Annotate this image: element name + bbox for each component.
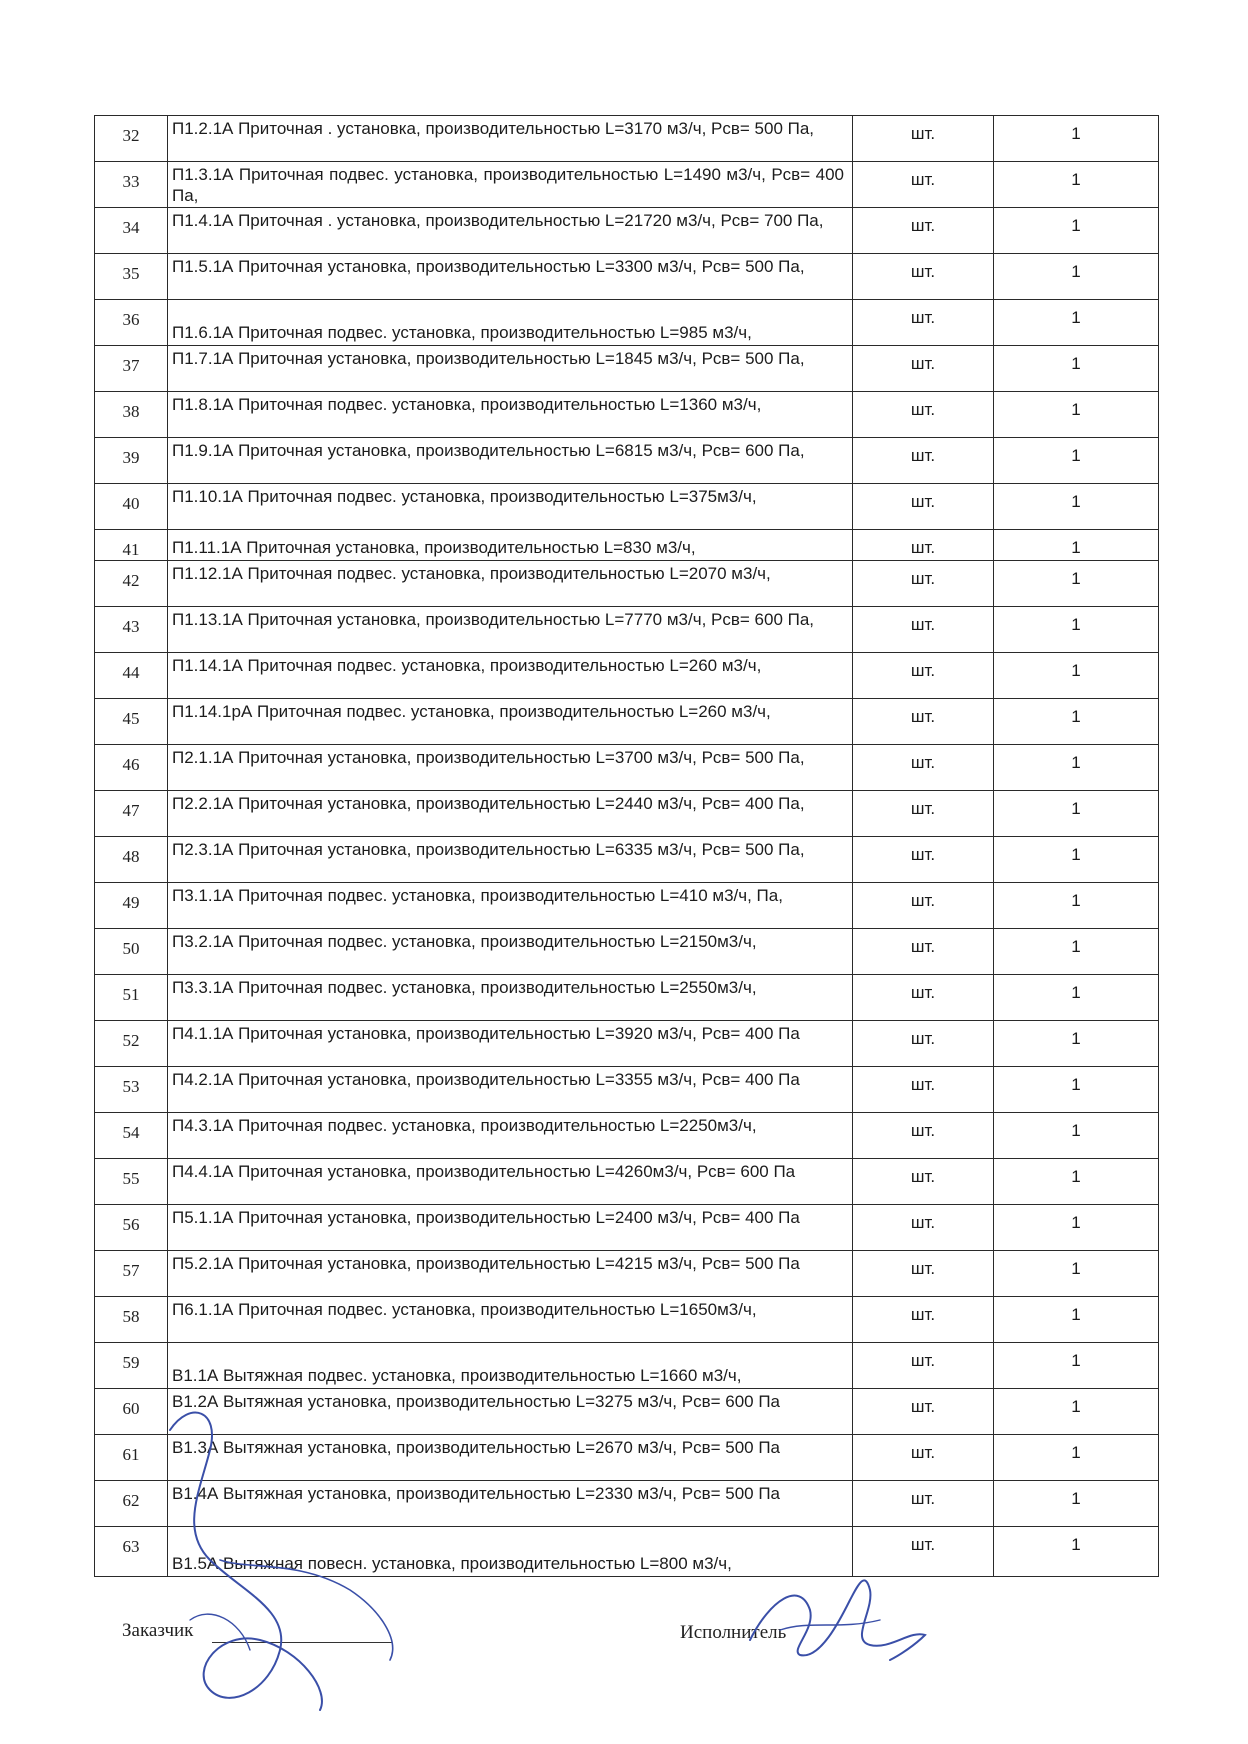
- row-number: 42: [95, 561, 168, 607]
- table-row: [95, 392, 1159, 438]
- row-number: 60: [95, 1389, 168, 1435]
- item-description: П1.6.1А Приточная подвес. установка, производительностью L=985 м3/ч,: [168, 300, 853, 346]
- table-row: [95, 745, 1159, 791]
- table-row: [95, 653, 1159, 699]
- item-unit: шт.: [853, 438, 994, 484]
- item-quantity: 1: [994, 929, 1159, 975]
- row-number: 36: [95, 300, 168, 346]
- table-row: [95, 837, 1159, 883]
- item-description: П1.4.1А Приточная . установка, производительностью L=21720 м3/ч, Рсв= 700 Па,: [168, 208, 853, 254]
- item-description: П3.3.1А Приточная подвес. установка, производительностью L=2550м3/ч,: [168, 975, 853, 1021]
- row-number: 41: [95, 530, 168, 561]
- item-quantity: 1: [994, 653, 1159, 699]
- item-quantity: 1: [994, 1113, 1159, 1159]
- item-quantity: 1: [994, 1527, 1159, 1577]
- table-row: [95, 791, 1159, 837]
- table-row: [95, 929, 1159, 975]
- row-number: 44: [95, 653, 168, 699]
- item-description: П1.14.1рА Приточная подвес. установка, производительностью L=260 м3/ч,: [168, 699, 853, 745]
- row-number: 32: [95, 116, 168, 162]
- table-row: [95, 484, 1159, 530]
- row-number: 53: [95, 1067, 168, 1113]
- item-quantity: 1: [994, 254, 1159, 300]
- row-number: 43: [95, 607, 168, 653]
- row-number: 48: [95, 837, 168, 883]
- item-unit: шт.: [853, 1389, 994, 1435]
- table-row: [95, 254, 1159, 300]
- item-quantity: 1: [994, 607, 1159, 653]
- item-description: П5.2.1А Приточная установка, производительностью L=4215 м3/ч, Рсв= 500 Па: [168, 1251, 853, 1297]
- item-description: П4.2.1А Приточная установка, производительностью L=3355 м3/ч, Рсв= 400 Па: [168, 1067, 853, 1113]
- item-quantity: 1: [994, 561, 1159, 607]
- item-unit: шт.: [853, 1297, 994, 1343]
- table-row: [95, 208, 1159, 254]
- row-number: 63: [95, 1527, 168, 1577]
- table-row: [95, 1021, 1159, 1067]
- row-number: 57: [95, 1251, 168, 1297]
- item-quantity: 1: [994, 1251, 1159, 1297]
- item-unit: шт.: [853, 561, 994, 607]
- item-unit: шт.: [853, 745, 994, 791]
- item-description: В1.1А Вытяжная подвес. установка, производительностью L=1660 м3/ч,: [168, 1343, 853, 1389]
- row-number: 51: [95, 975, 168, 1021]
- table-row: [95, 1067, 1159, 1113]
- specification-table: [94, 115, 1159, 1577]
- item-unit: шт.: [853, 1435, 994, 1481]
- item-description: П4.3.1А Приточная подвес. установка, производительностью L=2250м3/ч,: [168, 1113, 853, 1159]
- row-number: 40: [95, 484, 168, 530]
- table-row: [95, 162, 1159, 208]
- table-row: [95, 1343, 1159, 1389]
- item-description: П1.12.1А Приточная подвес. установка, производительностью L=2070 м3/ч,: [168, 561, 853, 607]
- table-row: [95, 438, 1159, 484]
- row-number: 47: [95, 791, 168, 837]
- item-description: П2.3.1А Приточная установка, производительностью L=6335 м3/ч, Рсв= 500 Па,: [168, 837, 853, 883]
- table-row: [95, 1389, 1159, 1435]
- item-unit: шт.: [853, 346, 994, 392]
- row-number: 62: [95, 1481, 168, 1527]
- item-quantity: 1: [994, 837, 1159, 883]
- item-quantity: 1: [994, 975, 1159, 1021]
- item-description: П1.13.1А Приточная установка, производительностью L=7770 м3/ч, Рсв= 600 Па,: [168, 607, 853, 653]
- item-quantity: 1: [994, 484, 1159, 530]
- specification-table-body: [95, 116, 1159, 1577]
- item-quantity: 1: [994, 791, 1159, 837]
- table-row: [95, 1113, 1159, 1159]
- customer-label: Заказчик: [122, 1620, 194, 1641]
- item-unit: шт.: [853, 653, 994, 699]
- table-row: [95, 300, 1159, 346]
- item-description: В1.3А Вытяжная установка, производительностью L=2670 м3/ч, Рсв= 500 Па: [168, 1435, 853, 1481]
- item-quantity: 1: [994, 530, 1159, 561]
- row-number: 54: [95, 1113, 168, 1159]
- item-quantity: 1: [994, 392, 1159, 438]
- item-unit: шт.: [853, 392, 994, 438]
- item-quantity: 1: [994, 116, 1159, 162]
- row-number: 52: [95, 1021, 168, 1067]
- item-description: П1.8.1А Приточная подвес. установка, производительностью L=1360 м3/ч,: [168, 392, 853, 438]
- item-unit: шт.: [853, 116, 994, 162]
- item-quantity: 1: [994, 162, 1159, 208]
- item-quantity: 1: [994, 1481, 1159, 1527]
- item-unit: шт.: [853, 1067, 994, 1113]
- table-row: [95, 883, 1159, 929]
- item-description: П2.1.1А Приточная установка, производительностью L=3700 м3/ч, Рсв= 500 Па,: [168, 745, 853, 791]
- table-row: [95, 1159, 1159, 1205]
- item-unit: шт.: [853, 1481, 994, 1527]
- table-row: [95, 1205, 1159, 1251]
- item-description: П3.2.1А Приточная подвес. установка, производительностью L=2150м3/ч,: [168, 929, 853, 975]
- item-unit: шт.: [853, 484, 994, 530]
- item-quantity: 1: [994, 438, 1159, 484]
- item-unit: шт.: [853, 300, 994, 346]
- item-description: П1.10.1А Приточная подвес. установка, производительностью L=375м3/ч,: [168, 484, 853, 530]
- item-description: П1.11.1А Приточная установка, производительностью L=830 м3/ч,: [168, 530, 853, 561]
- item-quantity: 1: [994, 1021, 1159, 1067]
- item-quantity: 1: [994, 1389, 1159, 1435]
- item-description: П4.1.1А Приточная установка, производительностью L=3920 м3/ч, Рсв= 400 Па: [168, 1021, 853, 1067]
- row-number: 45: [95, 699, 168, 745]
- row-number: 59: [95, 1343, 168, 1389]
- item-description: П5.1.1А Приточная установка, производительностью L=2400 м3/ч, Рсв= 400 Па: [168, 1205, 853, 1251]
- item-description: П1.9.1А Приточная установка, производительностью L=6815 м3/ч, Рсв= 600 Па,: [168, 438, 853, 484]
- item-description: П1.7.1А Приточная установка, производительностью L=1845 м3/ч, Рсв= 500 Па,: [168, 346, 853, 392]
- item-unit: шт.: [853, 530, 994, 561]
- item-unit: шт.: [853, 1527, 994, 1577]
- contractor-label: Исполнитель: [680, 1622, 787, 1643]
- row-number: 61: [95, 1435, 168, 1481]
- item-unit: шт.: [853, 1343, 994, 1389]
- item-quantity: 1: [994, 1343, 1159, 1389]
- item-quantity: 1: [994, 745, 1159, 791]
- item-quantity: 1: [994, 1067, 1159, 1113]
- item-description: П6.1.1А Приточная подвес. установка, производительностью L=1650м3/ч,: [168, 1297, 853, 1343]
- table-row: [95, 561, 1159, 607]
- row-number: 56: [95, 1205, 168, 1251]
- item-description: П4.4.1А Приточная установка, производительностью L=4260м3/ч, Рсв= 600 Па: [168, 1159, 853, 1205]
- item-description: П1.2.1А Приточная . установка, производительностью L=3170 м3/ч, Рсв= 500 Па,: [168, 116, 853, 162]
- table-row: [95, 1481, 1159, 1527]
- item-unit: шт.: [853, 208, 994, 254]
- row-number: 50: [95, 929, 168, 975]
- table-row: [95, 116, 1159, 162]
- item-quantity: 1: [994, 1205, 1159, 1251]
- table-row: [95, 1527, 1159, 1577]
- item-unit: шт.: [853, 929, 994, 975]
- table-row: [95, 1435, 1159, 1481]
- item-quantity: 1: [994, 208, 1159, 254]
- table-row: [95, 346, 1159, 392]
- table-row: [95, 530, 1159, 561]
- item-description: В1.2А Вытяжная установка, производительностью L=3275 м3/ч, Рсв= 600 Па: [168, 1389, 853, 1435]
- item-unit: шт.: [853, 975, 994, 1021]
- item-unit: шт.: [853, 837, 994, 883]
- item-quantity: 1: [994, 699, 1159, 745]
- table-row: [95, 975, 1159, 1021]
- row-number: 39: [95, 438, 168, 484]
- item-description: В1.5А Вытяжная повесн. установка, производительностью L=800 м3/ч,: [168, 1527, 853, 1577]
- item-description: П1.14.1А Приточная подвес. установка, производительностью L=260 м3/ч,: [168, 653, 853, 699]
- row-number: 49: [95, 883, 168, 929]
- item-description: П1.3.1А Приточная подвес. установка, производительностью L=1490 м3/ч, Рсв= 400 Па,: [168, 162, 853, 208]
- row-number: 46: [95, 745, 168, 791]
- row-number: 34: [95, 208, 168, 254]
- customer-signature-line: [212, 1642, 392, 1643]
- item-quantity: 1: [994, 300, 1159, 346]
- row-number: 37: [95, 346, 168, 392]
- item-unit: шт.: [853, 607, 994, 653]
- item-unit: шт.: [853, 162, 994, 208]
- item-unit: шт.: [853, 1251, 994, 1297]
- table-row: [95, 1251, 1159, 1297]
- table-row: [95, 1297, 1159, 1343]
- row-number: 35: [95, 254, 168, 300]
- item-unit: шт.: [853, 254, 994, 300]
- item-quantity: 1: [994, 883, 1159, 929]
- row-number: 58: [95, 1297, 168, 1343]
- item-description: П1.5.1А Приточная установка, производительностью L=3300 м3/ч, Рсв= 500 Па,: [168, 254, 853, 300]
- item-description: П2.2.1А Приточная установка, производительностью L=2440 м3/ч, Рсв= 400 Па,: [168, 791, 853, 837]
- row-number: 55: [95, 1159, 168, 1205]
- item-unit: шт.: [853, 1113, 994, 1159]
- item-quantity: 1: [994, 1159, 1159, 1205]
- item-unit: шт.: [853, 1205, 994, 1251]
- item-unit: шт.: [853, 791, 994, 837]
- item-unit: шт.: [853, 1159, 994, 1205]
- item-unit: шт.: [853, 699, 994, 745]
- item-quantity: 1: [994, 1297, 1159, 1343]
- row-number: 38: [95, 392, 168, 438]
- table-row: [95, 699, 1159, 745]
- item-unit: шт.: [853, 1021, 994, 1067]
- item-unit: шт.: [853, 883, 994, 929]
- item-quantity: 1: [994, 346, 1159, 392]
- item-description: П3.1.1А Приточная подвес. установка, производительностью L=410 м3/ч, Па,: [168, 883, 853, 929]
- row-number: 33: [95, 162, 168, 208]
- table-row: [95, 607, 1159, 653]
- item-quantity: 1: [994, 1435, 1159, 1481]
- item-description: В1.4А Вытяжная установка, производительностью L=2330 м3/ч, Рсв= 500 Па: [168, 1481, 853, 1527]
